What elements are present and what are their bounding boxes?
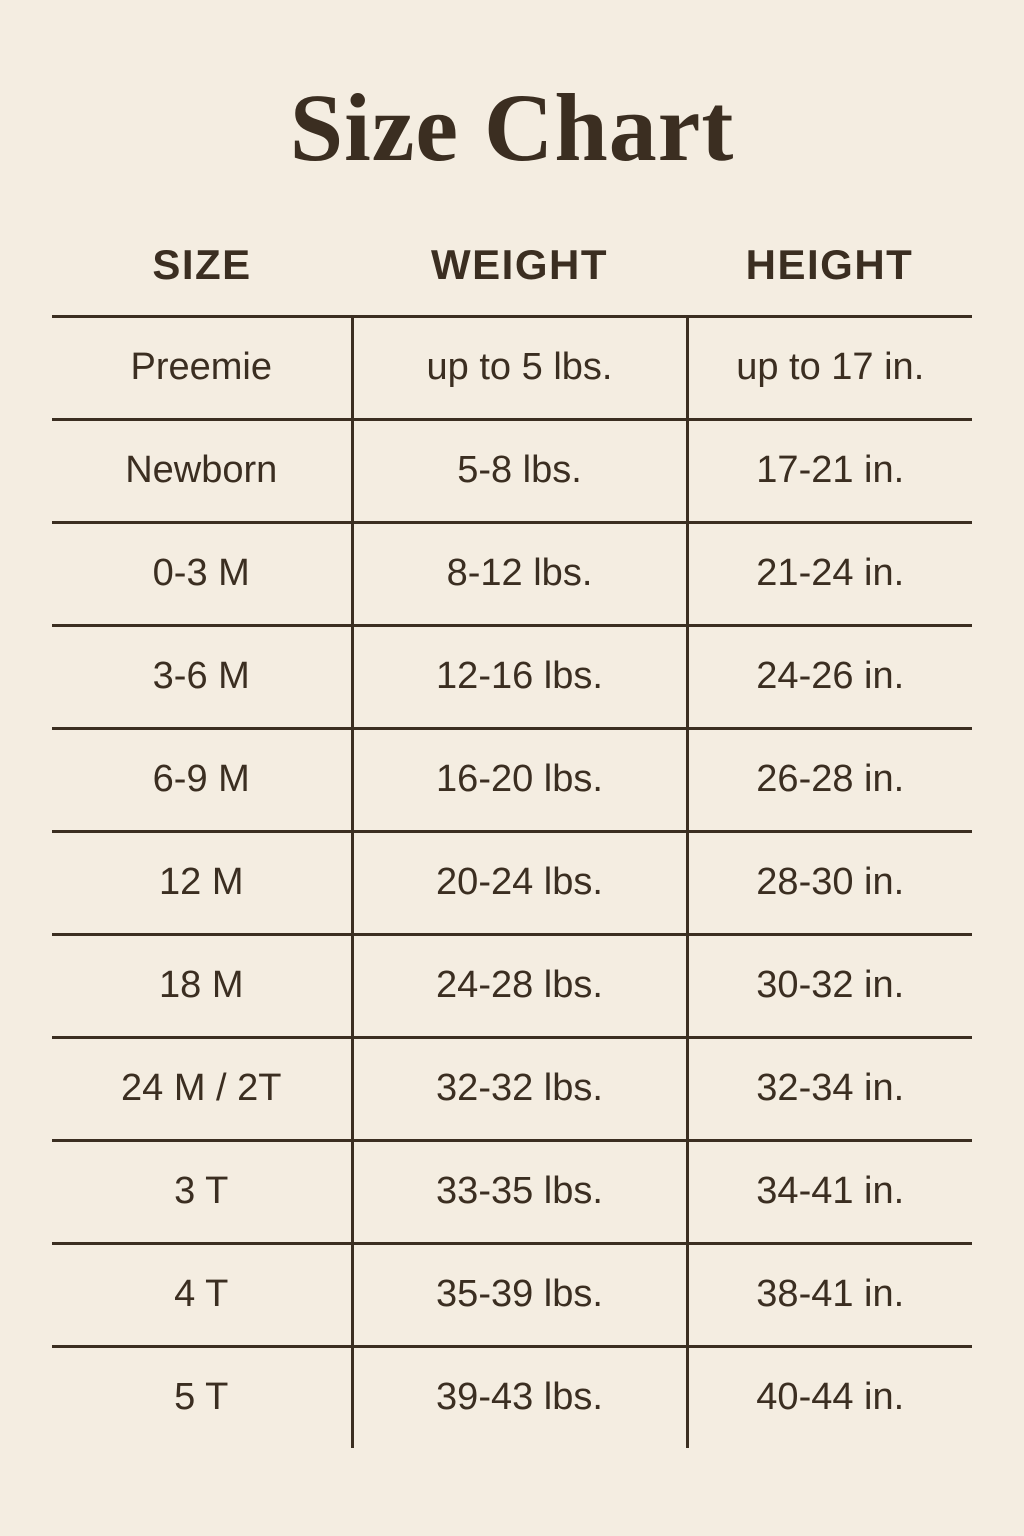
cell-size: Newborn: [52, 419, 352, 522]
table-row: [52, 625, 972, 728]
size-chart-table: [52, 241, 972, 1448]
table-row: [52, 419, 972, 522]
cell-height: 30-32 in.: [687, 934, 972, 1037]
table-row: [52, 1140, 972, 1243]
cell-size: 12 M: [52, 831, 352, 934]
page-title: Size Chart: [289, 74, 735, 181]
cell-height: 40-44 in.: [687, 1346, 972, 1448]
table-header: [52, 241, 972, 317]
cell-weight: 12-16 lbs.: [352, 625, 687, 728]
cell-height: 26-28 in.: [687, 728, 972, 831]
cell-height: 28-30 in.: [687, 831, 972, 934]
cell-weight: 8-12 lbs.: [352, 522, 687, 625]
cell-height: 17-21 in.: [687, 419, 972, 522]
cell-weight: 35-39 lbs.: [352, 1243, 687, 1346]
table-row: [52, 1037, 972, 1140]
cell-weight: 32-32 lbs.: [352, 1037, 687, 1140]
cell-size: Preemie: [52, 316, 352, 419]
table-row: [52, 831, 972, 934]
table-body: [52, 316, 972, 1448]
cell-weight: 5-8 lbs.: [352, 419, 687, 522]
cell-size: 24 M / 2T: [52, 1037, 352, 1140]
cell-weight: 33-35 lbs.: [352, 1140, 687, 1243]
cell-height: 21-24 in.: [687, 522, 972, 625]
cell-weight: 20-24 lbs.: [352, 831, 687, 934]
cell-size: 3-6 M: [52, 625, 352, 728]
cell-height: 34-41 in.: [687, 1140, 972, 1243]
table-row: [52, 316, 972, 419]
table-row: [52, 728, 972, 831]
cell-size: 18 M: [52, 934, 352, 1037]
cell-size: 5 T: [52, 1346, 352, 1448]
cell-height: 38-41 in.: [687, 1243, 972, 1346]
cell-weight: 16-20 lbs.: [352, 728, 687, 831]
column-header-height: HEIGHT: [745, 240, 914, 288]
cell-weight: up to 5 lbs.: [352, 316, 687, 419]
cell-size: 3 T: [52, 1140, 352, 1243]
column-header-size: SIZE: [152, 240, 252, 288]
cell-size: 6-9 M: [52, 728, 352, 831]
table-row: [52, 1243, 972, 1346]
cell-height: 32-34 in.: [687, 1037, 972, 1140]
cell-height: up to 17 in.: [687, 316, 972, 419]
table-header-row: [52, 241, 972, 317]
cell-weight: 24-28 lbs.: [352, 934, 687, 1037]
cell-weight: 39-43 lbs.: [352, 1346, 687, 1448]
table-row: [52, 934, 972, 1037]
table-row: [52, 1346, 972, 1448]
column-header-weight: WEIGHT: [431, 240, 608, 288]
cell-height: 24-26 in.: [687, 625, 972, 728]
cell-size: 4 T: [52, 1243, 352, 1346]
table-row: [52, 522, 972, 625]
cell-size: 0-3 M: [52, 522, 352, 625]
